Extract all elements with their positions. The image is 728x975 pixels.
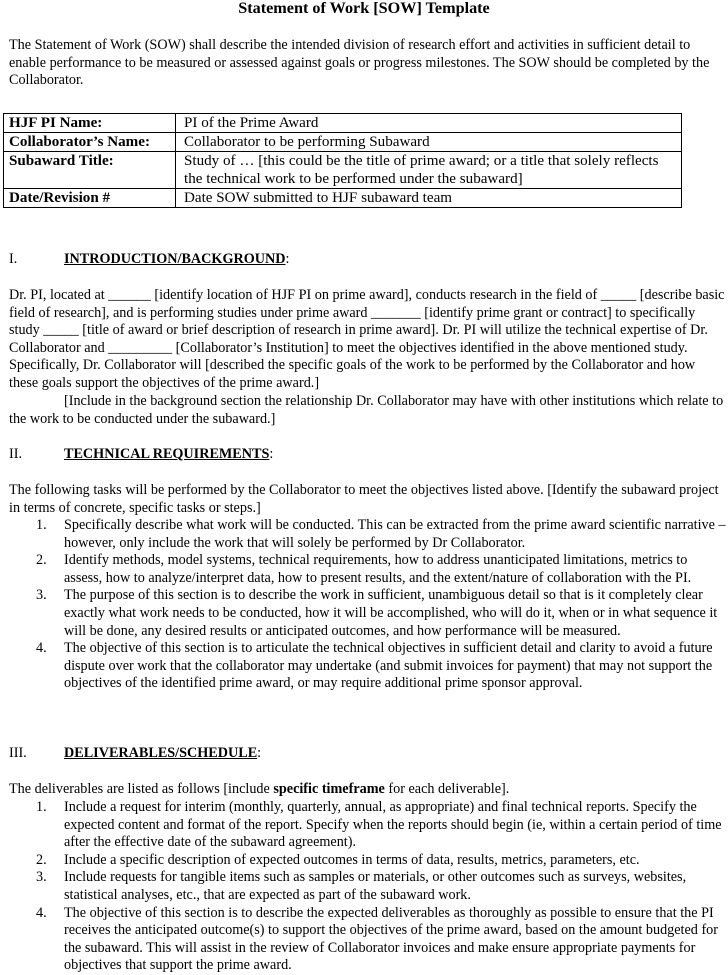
- list-item-number: 4.: [36, 640, 47, 657]
- list-item: [9, 869, 727, 904]
- list-item-text: The purpose of this section is to describe the work in sufficient, unambiguous detail so that is it completely clear exactly what work needs to be conducted, how it will be accomplished, who will do it, when or in what sequence it will be done, any desired results or anticipated outcomes, and how performance will be measured.: [64, 587, 718, 639]
- date-revision-label: Date/Revision #: [4, 189, 176, 208]
- intro-paragraph: The Statement of Work (SOW) shall describe the intended division of research effort and activities in sufficient detail to enable performance to be measured or assessed against goals or progress milestones. The SOW should be completed by the Collaborator.: [9, 37, 710, 89]
- list-item: [9, 799, 727, 852]
- section-3-heading: [9, 745, 261, 763]
- list-item-text: Include requests for tangible items such as samples or materials, or other outcomes such as surveys, websites, statistical analyses, etc., that are expected as part of the subaward work.: [64, 869, 687, 903]
- lead-text: for each deliverable].: [384, 781, 510, 797]
- section-2-heading: [9, 446, 273, 464]
- list-item-number: 1.: [36, 517, 47, 533]
- section-1-heading: [9, 251, 289, 269]
- table-row: [4, 133, 682, 152]
- list-item: [9, 517, 727, 552]
- list-item-number: 3.: [36, 587, 47, 604]
- list-item-number: 1.: [36, 799, 47, 815]
- section-number: III.: [9, 745, 27, 761]
- hjf-pi-name-value: PI of the Prime Award: [176, 114, 682, 133]
- technical-tasks-list: [9, 517, 727, 693]
- lead-emphasis: specific timeframe: [273, 781, 385, 797]
- section-title: INTRODUCTION/BACKGROUND: [64, 251, 286, 267]
- background-note-paragraph: [Include in the background section the relationship Dr. Collaborator may have with other institutions which relate to the work to be conducted under the subaward.]: [9, 393, 724, 427]
- list-item: [9, 640, 727, 693]
- list-item: [9, 552, 727, 587]
- heading-colon: :: [257, 745, 262, 761]
- list-item-number: 2.: [36, 851, 47, 868]
- background-paragraph: Dr. PI, located at ______ [identify location of HJF PI on prime award], conducts research in the field of _____ [describe basic field of research], and is performing studies under prime award _______ [identify prime grant or contract] to specifically study _____ [title of award or brief description of research in prime award]. Dr. PI will utilize the technical expertise of Dr. Collaborator and _________ [Collaborator’s Institution] to meet the objectives identified in the above mentioned study. Specifically, Dr. Collaborator will [described the specific goals of the work to be performed by the Collaborator and how these goals support the objectives of the prime award.]: [9, 287, 725, 391]
- deliverables-list: [9, 799, 727, 975]
- date-revision-value: Date SOW submitted to HJF subaward team: [176, 189, 682, 208]
- subaward-title-label: Subaward Title:: [4, 152, 176, 189]
- list-item-text: The objective of this section is to describe the expected deliverables as thoroughly as possible to ensure that the PI receives the anticipated outcome(s) to support the objectives of the prime award, based on the amount budgeted for the subaward. This will assist in the review of Collaborator invoices and make ensure appropriate payments for objectives that support the prime award.: [64, 904, 718, 974]
- lead-text: The deliverables are listed as follows [include: [9, 781, 274, 797]
- sow-info-table: [3, 113, 682, 208]
- list-item-text: Identify methods, model systems, technical requirements, how to address unanticipated limitations, metrics to assess, how to analyze/interpret data, how to present results, and the extent/nature of collaboration with the PI.: [64, 552, 692, 586]
- hjf-pi-name-label: HJF PI Name:: [4, 114, 176, 133]
- list-item: [9, 587, 727, 640]
- table-row: [4, 114, 682, 133]
- heading-colon: :: [269, 446, 274, 462]
- list-item: [9, 852, 727, 870]
- heading-colon: :: [285, 251, 290, 267]
- list-item-number: 4.: [36, 904, 47, 921]
- list-item-text: Include a specific description of expected outcomes in terms of data, results, metrics, parameters, etc.: [64, 851, 640, 868]
- collaborator-name-value: Collaborator to be performing Subaward: [176, 133, 682, 152]
- table-row: [4, 152, 682, 189]
- document-title: Statement of Work [SOW] Template: [238, 0, 490, 17]
- subaward-title-value: Study of … [this could be the title of prime award; or a title that solely reflects the technical work to be performed under the subaward]: [176, 152, 682, 189]
- list-item-text: Specifically describe what work will be conducted. This can be extracted from the prime award scientific narrative – however, only include the work that will solely be performed by Dr Collaborator.: [64, 517, 726, 551]
- list-item: [9, 905, 727, 975]
- list-item-number: 2.: [36, 552, 47, 569]
- list-item-text: The objective of this section is to articulate the technical objectives in sufficient detail and clarity to avoid a future dispute over work that the collaborator may undertake (and submit invoices for payment) that may not support the objectives of the identified prime award, or may require additional prime sponsor approval.: [64, 640, 713, 692]
- section-title: DELIVERABLES/SCHEDULE: [64, 745, 258, 761]
- list-item-text: Include a request for interim (monthly, quarterly, annual, as appropriate) and final technical reports. Specify the expected content and format of the report. Specify when the reports should begin (ie, within a certain period of time after the effective date of the subaward agreement).: [64, 799, 722, 851]
- section-number: II.: [9, 446, 22, 462]
- technical-lead-paragraph: The following tasks will be performed by the Collaborator to meet the objectives listed above. [Identify the subaward project in terms of concrete, specific tasks or steps.]: [9, 482, 719, 516]
- section-title: TECHNICAL REQUIREMENTS: [64, 446, 270, 462]
- section-number: I.: [9, 251, 18, 267]
- list-item-number: 3.: [36, 869, 47, 886]
- deliverables-lead-paragraph: [9, 781, 727, 799]
- collaborator-name-label: Collaborator’s Name:: [4, 133, 176, 152]
- table-row: [4, 189, 682, 208]
